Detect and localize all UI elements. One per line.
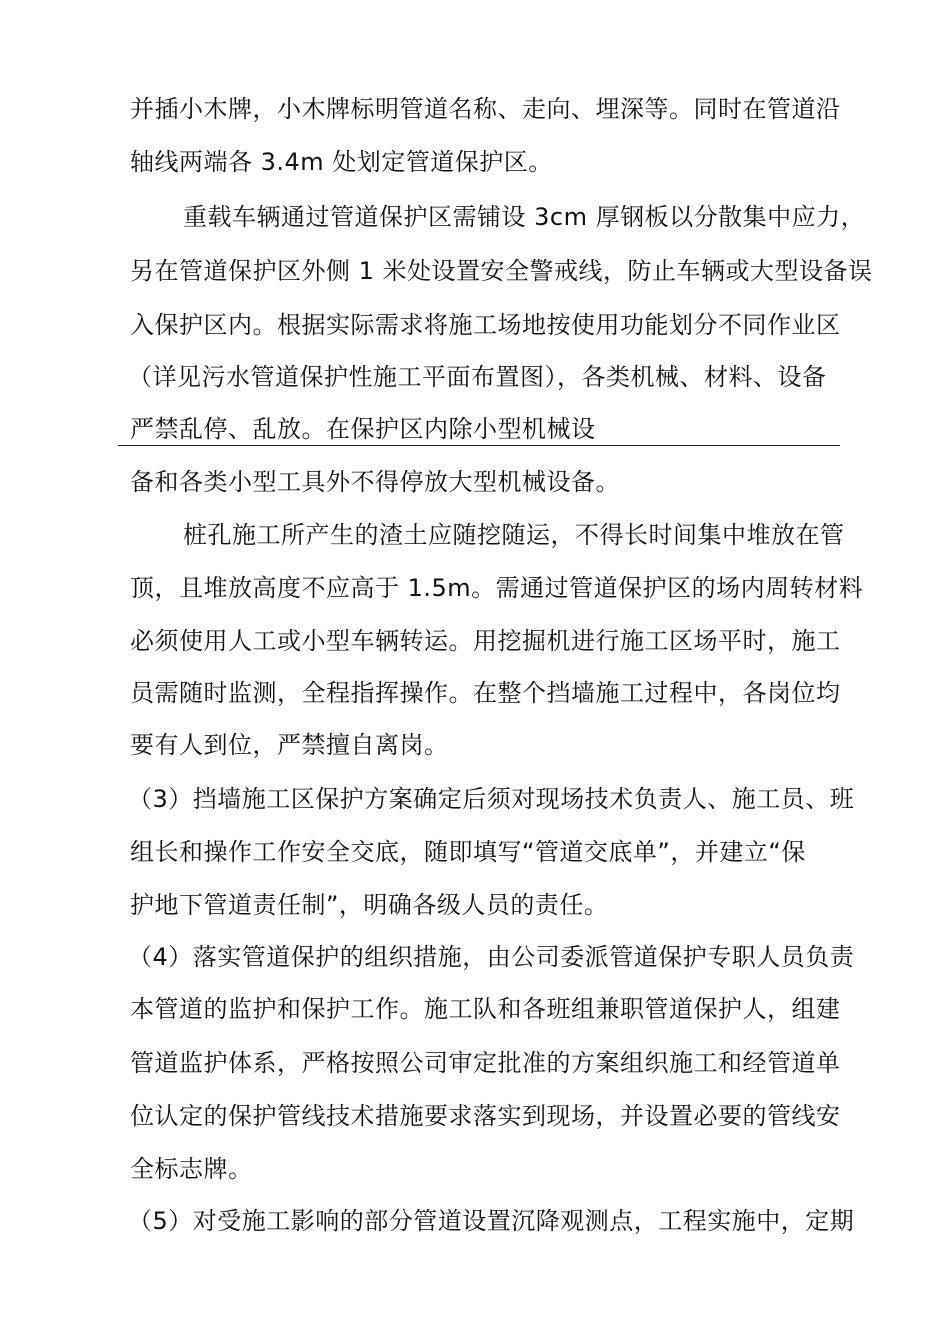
text-line-11: 必须使用人工或小型车辆转运。用挖掘机进行施工区场平时，施工 [130, 627, 841, 655]
text-line-7: 严禁乱停、乱放。在保护区内除小型机械设 [130, 415, 596, 443]
text-line-21: 全标志牌。 [130, 1155, 253, 1183]
text-line-15: 组长和操作工作安全交底，随即填写“管道交底单”，并建立“保 [130, 838, 806, 866]
text-line-10: 顶，且堆放高度不应高于 1.5m。需通过管道保护区的场内周转材料 [130, 574, 864, 602]
text-line-9: 桩孔施工所产生的渣土应随挖随运，不得长时间集中堆放在管 [183, 521, 845, 549]
text-line-13: 要有人到位，严禁擅自离岗。 [130, 731, 449, 759]
text-line-6: （详见污水管道保护性施工平面布置图），各类机械、材料、设备 [128, 363, 827, 391]
text-line-18: 本管道的监护和保护工作。施工队和各班组兼职管道保护人，组建 [130, 995, 841, 1023]
text-line-1: 并插小木牌，小木牌标明管道名称、走向、埋深等。同时在管道沿 [130, 95, 841, 123]
text-line-3: 重载车辆通过管道保护区需铺设 3cm 厚钢板以分散集中应力， [183, 203, 866, 231]
text-line-19: 管道监护体系，严格按照公司审定批准的方案组织施工和经管道单 [130, 1049, 841, 1077]
text-line-14: （3）挡墙施工区保护方案确定后须对现场技术负责人、施工员、班 [128, 785, 855, 813]
page-break-rule [118, 445, 840, 446]
text-line-5: 入保护区内。根据实际需求将施工场地按使用功能划分不同作业区 [130, 311, 841, 339]
text-line-2: 轴线两端各 3.4m 处划定管道保护区。 [130, 148, 553, 176]
text-line-12: 员需随时监测，全程指挥操作。在整个挡墙施工过程中，各岗位均 [130, 679, 841, 707]
text-line-17: （4）落实管道保护的组织措施，由公司委派管道保护专职人员负责 [128, 943, 855, 971]
text-line-8: 备和各类小型工具外不得停放大型机械设备。 [130, 468, 620, 496]
text-line-20: 位认定的保护管线技术措施要求落实到现场，并设置必要的管线安 [130, 1102, 841, 1130]
text-line-4: 另在管道保护区外侧 1 米处设置安全警戒线，防止车辆或大型设备误 [130, 257, 873, 285]
text-line-22: （5）对受施工影响的部分管道设置沉降观测点，工程实施中，定期 [128, 1207, 855, 1235]
text-line-16: 护地下管道责任制”，明确各级人员的责任。 [130, 891, 609, 919]
